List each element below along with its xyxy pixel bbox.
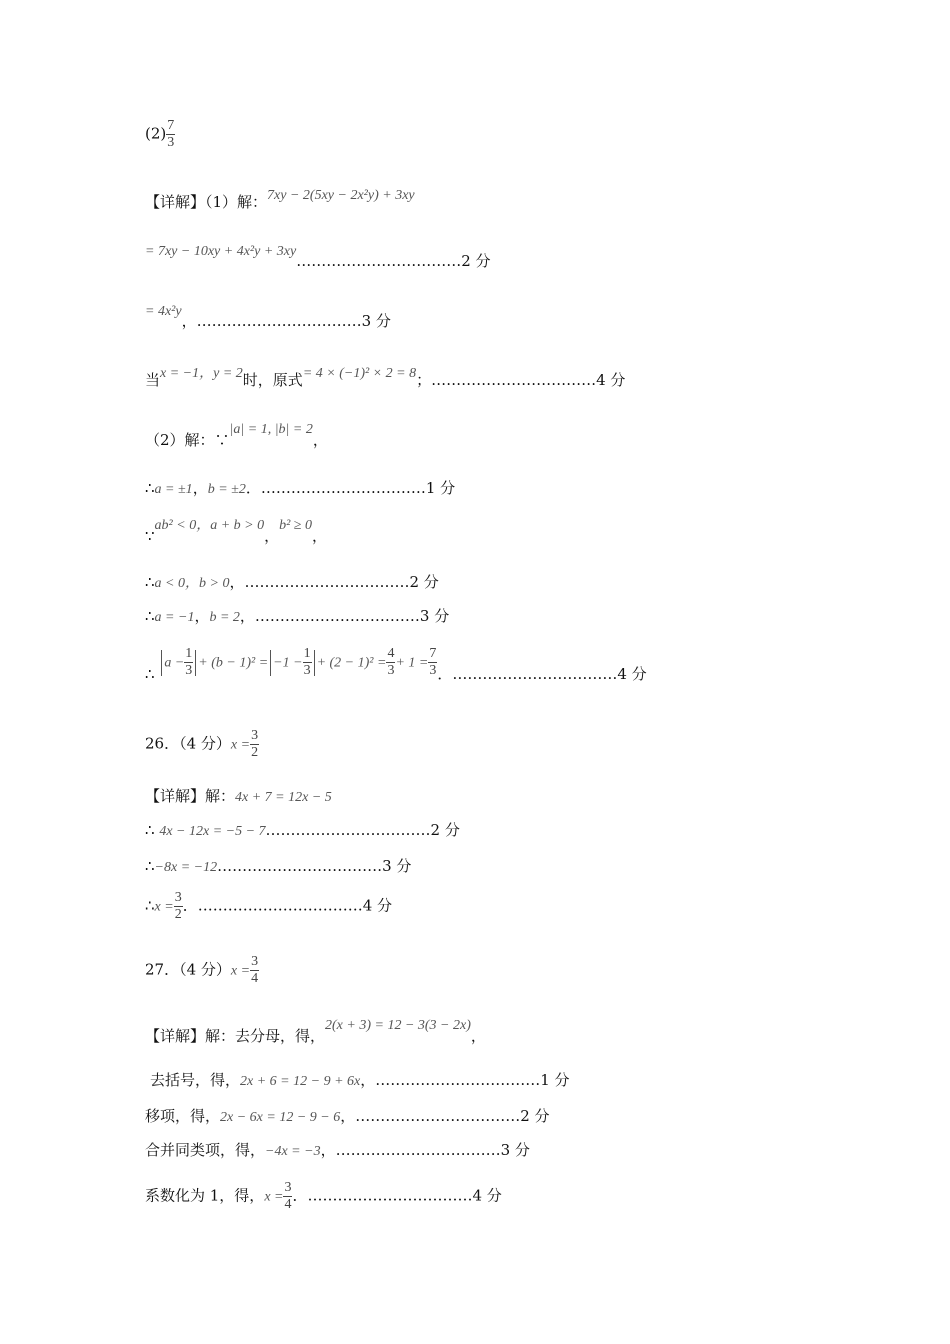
score-dots: ……………………………2 分	[296, 252, 491, 270]
score-dots: ，……………………………3 分	[181, 312, 391, 330]
step-line: 去括号，得，2x + 6 = 12 − 9 + 6x，……………………………1 分	[150, 1071, 570, 1089]
score-dots: ．……………………………4 分	[182, 896, 393, 915]
math-expression: 7xy − 2(5xy − 2x²y) + 3xy	[267, 188, 415, 203]
fraction: $\frac{3}{2}$	[174, 890, 182, 922]
math-expression: = 4x²y	[145, 304, 182, 319]
score-dots: ，……………………………2 分	[229, 573, 439, 591]
step-line: 当x = −1，y = 2时，原式= 4 × (−1)² × 2 = 8；……………………………4 分	[145, 366, 626, 389]
score-dots: ，……………………………1 分	[360, 1071, 570, 1089]
fraction: $\frac{3}{2}$	[251, 728, 259, 760]
step-line: ∴x = $\frac{3}{2}$ ．……………………………4 分	[145, 890, 393, 922]
score-dots: ；……………………………4 分	[416, 371, 626, 389]
step-line: ∴a = −1，b = 2，……………………………3 分	[145, 607, 450, 625]
math-expression: |a| = 1, |b| = 2	[229, 422, 313, 437]
fraction: $\frac{7}{3}$	[167, 118, 175, 150]
math-expression: = 4 × (−1)² × 2 = 8	[302, 366, 417, 381]
step-line: ∴ a − $\frac{1}{3}$ + (b − 1)² = −1 − $\frac{1}{3}$ + (2 − 1)² = $\frac{4}{3}$ + 1 = $\frac{7}{3}$ ．……………………………4 分	[145, 646, 647, 683]
fraction: $\frac{4}{3}$	[387, 646, 395, 678]
step-line	[145, 300, 391, 330]
detail-line-26: 【详解】解：4x + 7 = 12x − 5	[145, 787, 332, 805]
fraction: $\frac{1}{3}$	[303, 646, 311, 678]
score-dots: ，……………………………3 分	[320, 1141, 530, 1159]
question-26-answer: 26．（4 分）x = $\frac{3}{2}$	[145, 728, 259, 760]
step-line: ∵ab² < 0，a + b > 0，b² ≥ 0，	[145, 518, 328, 545]
score-dots: ．……………………………4 分	[437, 664, 647, 683]
fraction: $\frac{3}{4}$	[284, 1180, 292, 1212]
step-line: ∴a = ±1，b = ±2．……………………………1 分	[145, 479, 456, 497]
step-line: ∴−8x = −12……………………………3 分	[145, 857, 412, 875]
fraction: $\frac{1}{3}$	[185, 646, 193, 678]
score-dots: ．……………………………4 分	[292, 1186, 502, 1205]
step-line	[145, 240, 491, 270]
score-dots: ……………………………3 分	[217, 857, 412, 875]
score-dots: ，……………………………3 分	[239, 607, 450, 625]
score-dots: ．……………………………1 分	[245, 479, 456, 497]
step-line: ∴ 4x − 12x = −5 − 7……………………………2 分	[145, 821, 460, 839]
step-line: （2）解：∵|a| = 1, |b| = 2，	[145, 422, 328, 449]
step-line: 系数化为 1，得，x = $\frac{3}{4}$ ．……………………………4 分	[145, 1180, 502, 1212]
fraction: $\frac{7}{3}$	[429, 646, 437, 678]
score-dots: ……………………………2 分	[265, 821, 460, 839]
detail-line-27: 【详解】解：去分母，得，2(x + 3) = 12 − 3(3 − 2x)，	[145, 1018, 486, 1045]
step-line: ∴a < 0，b > 0，……………………………2 分	[145, 573, 439, 591]
math-expression: = 7xy − 10xy + 4x²y + 3xy	[145, 244, 297, 259]
answer-2	[145, 118, 175, 151]
step-line: 合并同类项，得，−4x = −3，……………………………3 分	[145, 1141, 530, 1159]
question-27-answer: 27．（4 分）x = $\frac{3}{4}$	[145, 954, 259, 986]
answer-label: (2)	[145, 124, 167, 143]
step-line: 移项，得，2x − 6x = 12 − 9 − 6，……………………………2 分	[145, 1107, 550, 1125]
fraction: $\frac{3}{4}$	[251, 954, 259, 986]
detail-line-1: 【详解】（1）解：7xy − 2(5xy − 2x²y) + 3xy	[145, 188, 415, 211]
score-dots: ，……………………………2 分	[340, 1107, 550, 1125]
